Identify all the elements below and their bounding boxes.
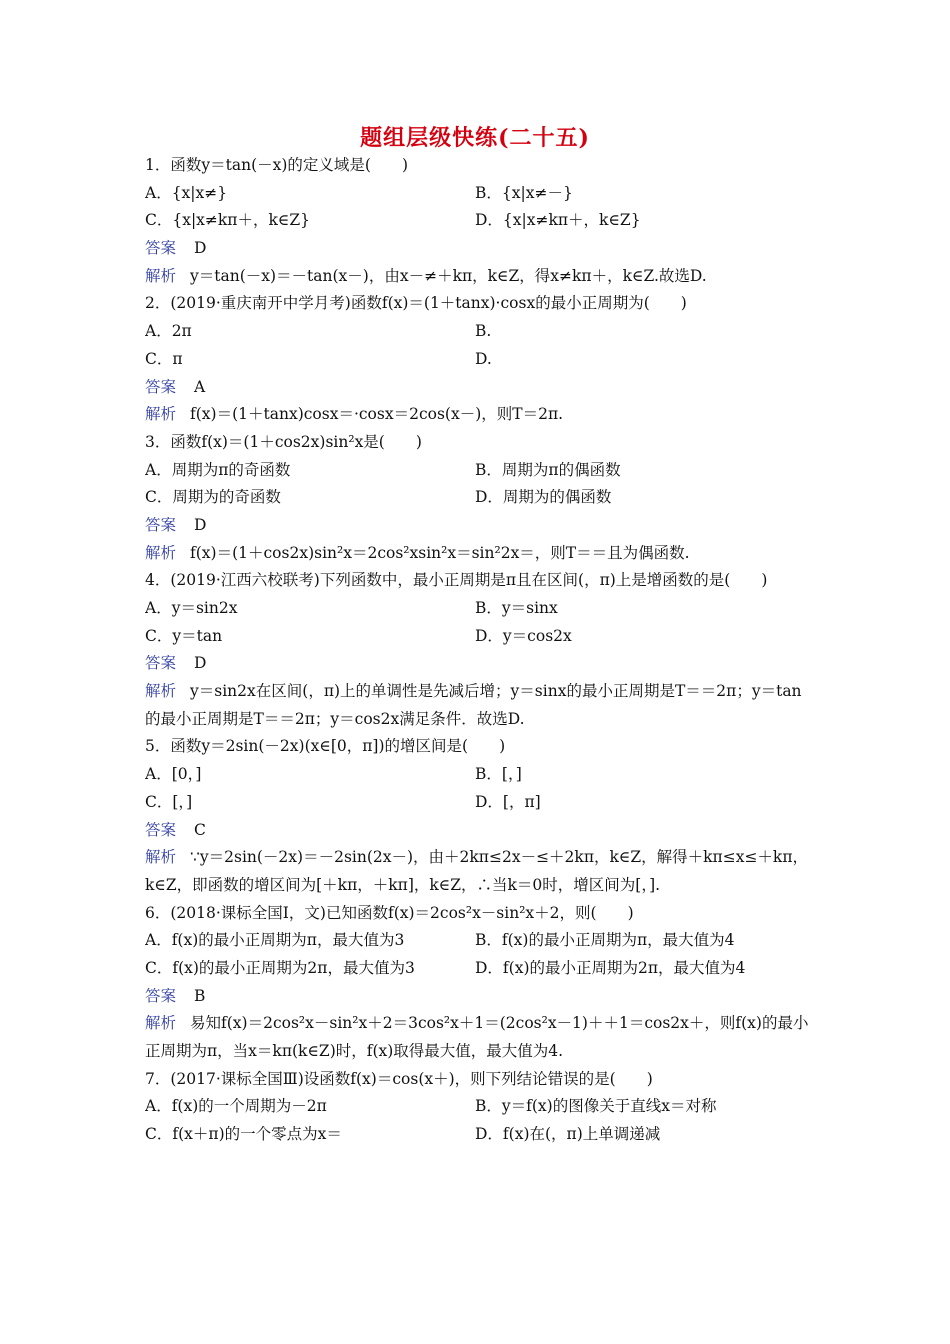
answer-line [145,650,810,678]
page-title: 题组层级快练(二十五) [360,125,590,151]
answer-label: 答案 [145,239,177,258]
answer-value: B [194,986,206,1005]
option-b: B．f(x)的最小正周期为π，最大值为4 [475,931,735,950]
analysis-line [145,1010,810,1065]
question-stem: 5．函数y＝2sin(－2x)(x∈[0，π])的增区间是( ) [145,737,506,756]
answer-line [145,235,810,263]
analysis-label: 解析 [145,682,177,701]
answer-value: A [194,377,206,396]
option-b: B. [475,322,492,341]
options-row [145,318,810,346]
options-row [145,457,810,485]
question-stem: 3．函数f(x)＝(1＋cos2x)sin²x是( ) [145,432,422,451]
option-a: A．f(x)的一个周期为－2π [145,1097,327,1116]
question-stem: 6．(2018·课标全国Ⅰ，文)已知函数f(x)＝2cos²x－sin²x＋2，则( ) [145,903,634,922]
answer-value: D [194,515,207,534]
answer-line [145,512,810,540]
options-row [145,484,810,512]
option-b: B．{x|x≠－} [475,183,573,202]
question-stem: 7．(2017·课标全国Ⅲ)设函数f(x)＝cos(x＋)，则下列结论错误的是( ) [145,1069,653,1088]
question-stem: 1．函数y＝tan(－x)的定义域是( ) [145,156,409,174]
options-row [145,180,810,208]
analysis-line [145,678,810,733]
options-row [145,207,810,235]
option-d: D．周期为的偶函数 [475,488,612,507]
analysis-line [145,263,810,291]
answer-value: D [194,654,207,673]
options-row [145,1121,810,1149]
analysis-line [145,401,810,429]
answer-value: C [194,820,206,839]
option-d: D．{x|x≠kπ＋，k∈Z} [475,211,641,230]
option-a: A．周期为π的奇函数 [145,460,291,479]
option-c: C．周期为的奇函数 [145,488,281,507]
option-b: B．[，] [475,765,522,784]
options-row [145,595,810,623]
analysis-text: 易知f(x)＝2cos²x－sin²x＋2＝3cos²x＋1＝(2cos²x－1)＋＋1＝cos2x＋，则f(x)的最小正周期为π，当x＝kπ(k∈Z)时，f(x)取得最大值，最大值为4. [145,1014,809,1061]
answer-label: 答案 [145,377,177,396]
answer-label: 答案 [145,986,177,1005]
option-c: C．f(x＋π)的一个零点为x＝ [145,1125,342,1144]
answer-label: 答案 [145,515,177,534]
analysis-label: 解析 [145,405,177,424]
analysis-label: 解析 [145,543,177,562]
option-b: B．周期为π的偶函数 [475,460,621,479]
options-row [145,927,810,955]
options-row [145,761,810,789]
question-list [145,152,810,1149]
option-a: A．f(x)的最小正周期为π，最大值为3 [145,931,405,950]
option-d: D．f(x)在(，π)上单调递减 [475,1125,661,1144]
analysis-line [145,844,810,899]
option-c: C．[，] [145,792,193,811]
option-d: D．[，π] [475,792,541,811]
options-row [145,346,810,374]
question-stem: 4．(2019·江西六校联考)下列函数中，最小正周期是π且在区间(，π)上是增函数的是( ) [145,571,768,590]
analysis-label: 解析 [145,266,177,285]
analysis-text: f(x)＝(1＋tanx)cosx＝·cosx＝2cos(x－)，则T＝2π. [190,405,564,424]
options-row [145,789,810,817]
option-a: A．{x|x≠} [145,183,228,202]
option-c: C．π [145,349,183,368]
options-row [145,1093,810,1121]
analysis-text: y＝sin2x在区间(，π)上的单调性是先减后增；y＝sinx的最小正周期是T＝＝2π；y＝tan的最小正周期是T＝＝2π；y＝cos2x满足条件．故选D. [145,682,802,728]
analysis-text: ∵y＝2sin(－2x)＝－2sin(2x－)，由＋2kπ≤2x－≤＋2kπ，k∈Z，解得＋kπ≤x≤＋kπ，k∈Z，即函数的增区间为[＋kπ，＋kπ]，k∈Z，∴当k＝0时，增区间为[，]. [145,848,809,894]
option-a: A．2π [145,322,192,341]
analysis-text: y＝tan(－x)＝－tan(x－)，由x－≠＋kπ，k∈Z，得x≠kπ＋，k∈Z.故选D. [190,266,707,285]
answer-line [145,983,810,1011]
analysis-line [145,540,810,568]
analysis-text: f(x)＝(1＋cos2x)sin²x＝2cos²xsin²x＝sin²2x＝，则T＝＝且为偶函数. [190,543,690,562]
option-a: A．[0，] [145,765,202,784]
answer-line [145,817,810,845]
answer-line [145,374,810,402]
option-c: C．y＝tan [145,626,223,645]
option-d: D. [475,349,492,368]
question-stem: 2．(2019·重庆南开中学月考)函数f(x)＝(1＋tanx)·cosx的最小正周期为( ) [145,294,687,313]
option-c: C．{x|x≠kπ＋，k∈Z} [145,211,310,230]
option-d: D．f(x)的最小正周期为2π，最大值为4 [475,959,746,978]
options-row [145,955,810,983]
options-row [145,623,810,651]
option-a: A．y＝sin2x [145,599,238,618]
answer-value: D [194,239,207,258]
answer-label: 答案 [145,654,177,673]
analysis-label: 解析 [145,848,177,867]
analysis-label: 解析 [145,1014,177,1033]
option-b: B．y＝sinx [475,599,558,618]
option-b: B．y＝f(x)的图像关于直线x＝对称 [475,1097,717,1116]
option-d: D．y＝cos2x [475,626,572,645]
answer-label: 答案 [145,820,177,839]
option-c: C．f(x)的最小正周期为2π，最大值为3 [145,959,415,978]
